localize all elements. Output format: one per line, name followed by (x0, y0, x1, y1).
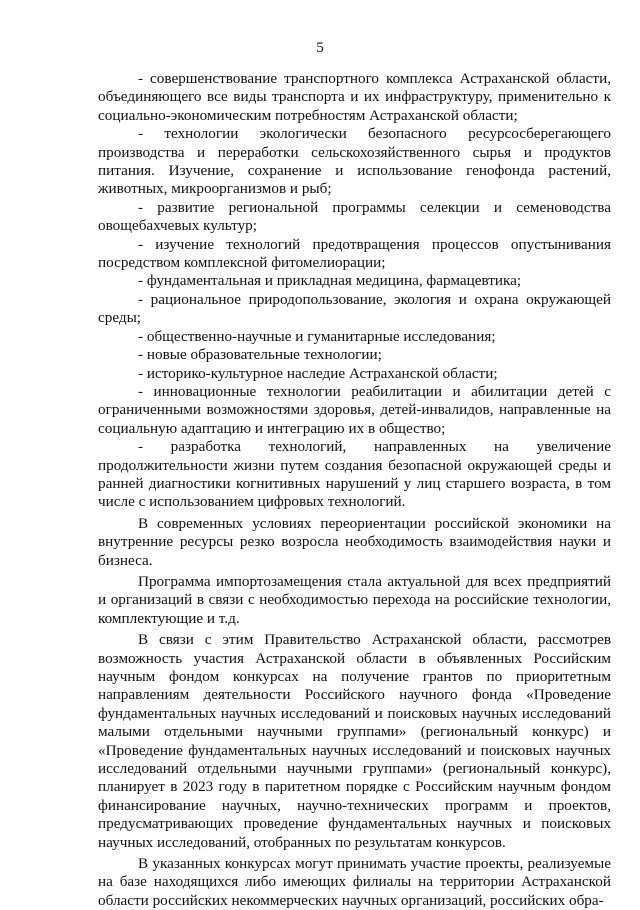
list-item-medicine: - фундаментальная и прикладная медицина, фармацевтика; (138, 272, 522, 290)
list-item-transport: - совершенствование транспортного комплекса Астраханской области, объединяющего все виды транспорта и их инфраструктуру, применительно к социально-экономическим потребностям Астраханской области; (98, 70, 611, 124)
list-item-education: - новые образовательные технологии; (138, 346, 382, 364)
paragraph-government-grants: В связи с этим Правительство Астраханской области, рассмотрев возможность участия Астраханской области в объявленных Российским научным фондом конкурсах на получение грантов по приоритетным направлениям деятельности Российского научного фонда «Проведение фундаментальных научных исследований и поисковых научных исследований малыми отдельными научными группами» (региональный конкурс) и «Проведение фундаментальных научных исследований и поисковых научных исследований отдельными научными группами» (региональный конкурс), планирует в 2023 году в паритетном порядке с Российским научным фондом финансирование научных, научно-технических программ и проектов, предусматривающих проведение фундаментальных научных и поисковых научных исследований, отобранных по результатам конкурсов. (98, 631, 611, 851)
list-item-rehabilitation: - инновационные технологии реабилитации и абилитации детей с ограниченными возможностями здоровья, детей-инвалидов, направленные на социальную адаптацию и интеграцию их в общество; (98, 382, 611, 437)
list-item-selection-program: - развитие региональной программы селекции и семеноводства овощебахчевых культур; (98, 198, 611, 235)
list-item-agro-technologies: - технологии экологически безопасного ресурсосберегающего производства и переработки сельскохозяйственного сырья и продуктов питания. Изучение, сохранение и использование генофонда растений, животных, микроорганизмов и рыб; (98, 125, 611, 198)
paragraph-contest-participants: В указанных конкурсах могут принимать участие проекты, реализуемые на базе находящихся либо имеющих филиалы на территории Астраханской области российских некоммерческих научных организаций, российских обра- (98, 855, 611, 909)
paragraph-import-substitution: Программа импортозамещения стала актуальной для всех предприятий и организаций в связи с необходимостью перехода на российские технологии, комплектующие и т.д. (98, 572, 611, 627)
list-item-ecology: - рациональное природопользование, экология и охрана окружающей среды; (98, 290, 611, 327)
list-item-heritage: - историко-культурное наследие Астраханской области; (138, 364, 498, 382)
document-body (98, 70, 611, 910)
list-item-longevity: - разработка технологий, направленных на увеличение продолжительности жизни путем создания безопасной окружающей среды и ранней диагностики когнитивных нарушений у лиц старшего возраста, в том числе с использованием цифровых технологий. (98, 438, 611, 511)
list-item-humanities: - общественно-научные и гуманитарные исследования; (138, 327, 496, 345)
list-item-desertification: - изучение технологий предотвращения процессов опустынивания посредством комплексной фитомелиорации; (98, 235, 611, 272)
page-number: 5 (316, 40, 324, 56)
paragraph-science-business: В современных условиях переориентации российской экономики на внутренние ресурсы резко возросла необходимость взаимодействия науки и бизнеса. (98, 514, 611, 569)
